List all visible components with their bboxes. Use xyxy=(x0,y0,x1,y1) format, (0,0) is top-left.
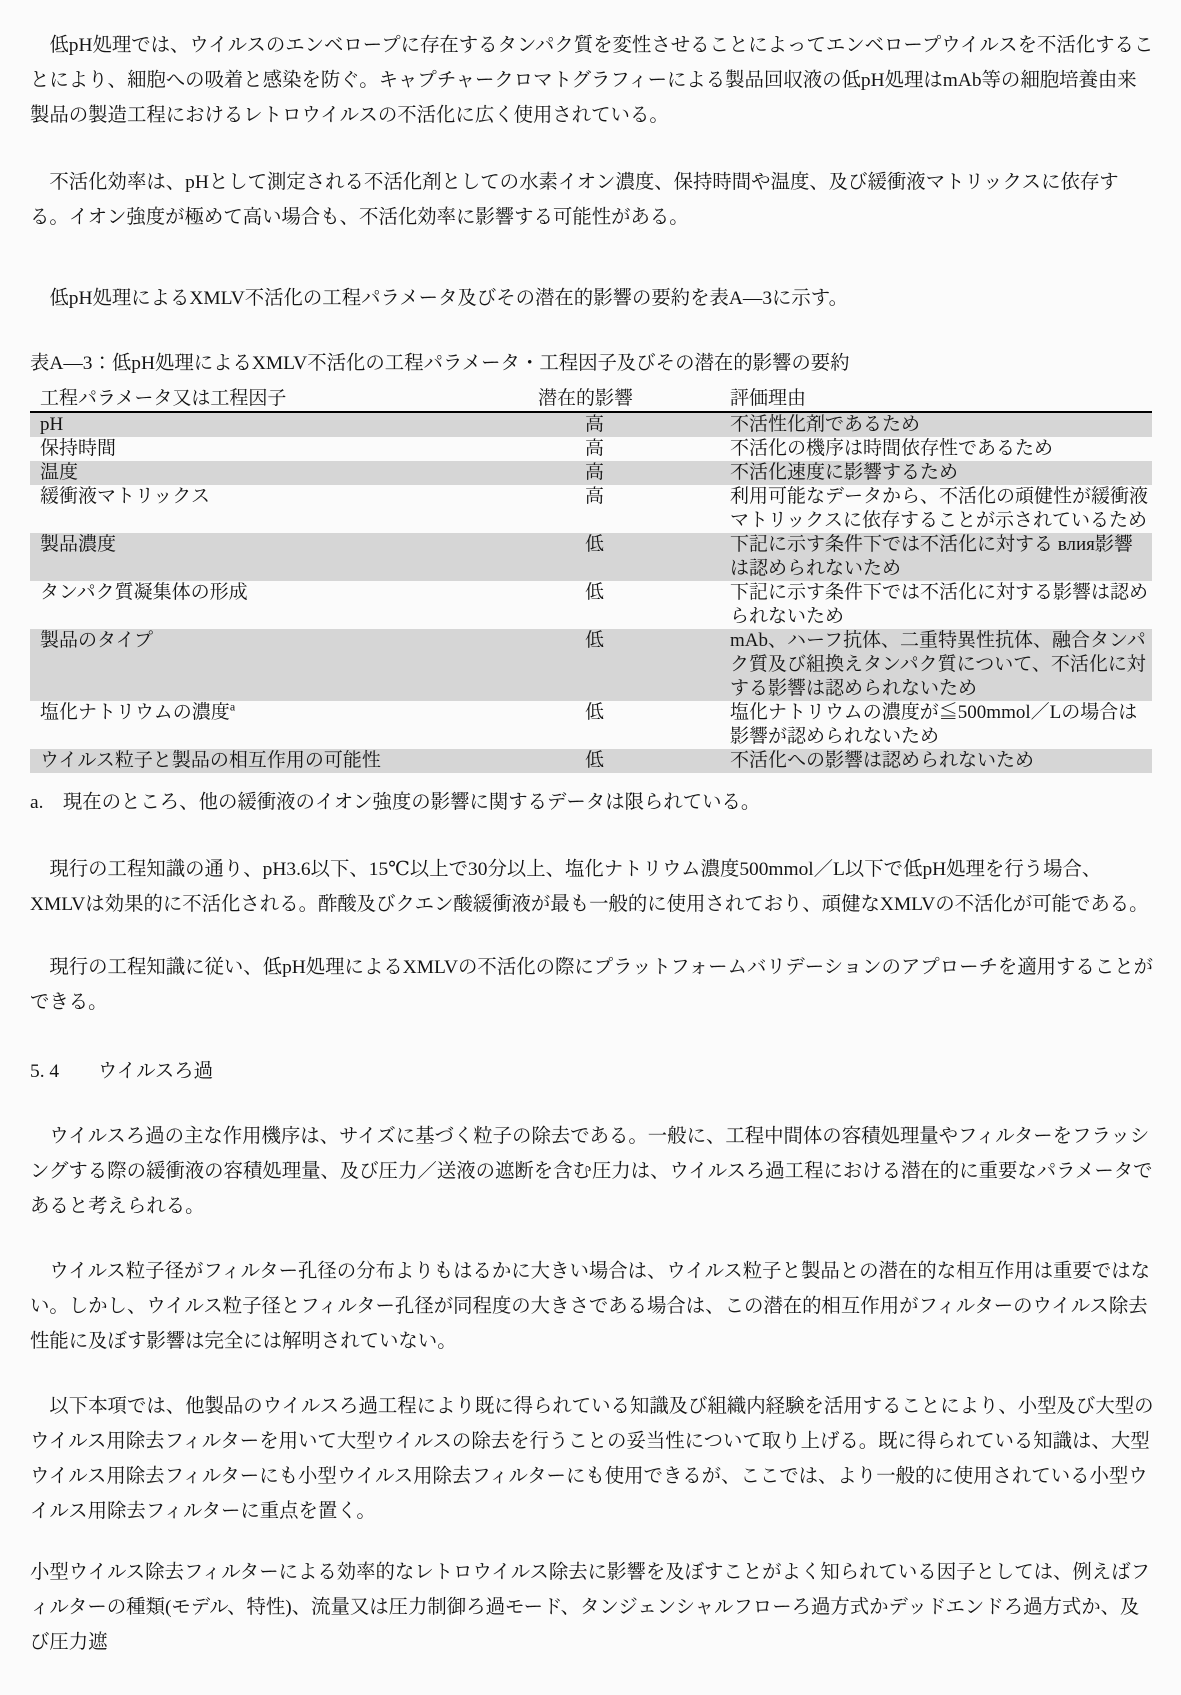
cell-evaluation-rationale: 不活化への影響は認められないため xyxy=(730,750,1035,771)
table-row xyxy=(30,437,1152,461)
cell-potential-impact: 高 xyxy=(585,414,605,435)
cell-potential-impact: 低 xyxy=(585,702,605,723)
paragraph-low-ph-intro: 低pH処理では、ウイルスのエンベロープに存在するタンパク質を変性させることによってエンベロープウイルスを不活化することにより、細胞への吸着と感染を防ぐ。キャプチャークロマトグラフィーによる製品回収液の低pH処理はmAb等の細胞培養由来製品の製造工程におけるレトロウイルスの不活化に広く使用されている。 xyxy=(30,35,1154,126)
paragraph-platform-validation: 現行の工程知識に従い、低pH処理によるXMLVの不活化の際にプラットフォームバリデーションのアプローチを適用することができる。 xyxy=(30,957,1153,1013)
table-row xyxy=(30,485,1152,533)
cell-potential-impact: 高 xyxy=(585,462,605,483)
cell-parameter: 製品のタイプ xyxy=(40,630,154,651)
cell-evaluation-rationale: 塩化ナトリウムの濃度が≦500mmol／Lの場合は影響が認められないため xyxy=(730,702,1138,747)
cell-parameter: 温度 xyxy=(40,462,79,483)
table-row xyxy=(30,461,1152,485)
paragraph-prior-knowledge-filters: 以下本項では、他製品のウイルスろ過工程により既に得られている知識及び組織内経験を活用することにより、小型及び大型のウイルス用除去フィルターを用いて大型ウイルスの除去を行うことの妥当性について取り上げる。既に得られている知識は、大型ウイルス用除去フィルターにも小型ウイルス用除去フィルターにも使用できるが、ここでは、より一般的に使用されている小型ウイルス用除去フィルターに重点を置く。 xyxy=(30,1396,1154,1522)
cell-parameter: 保持時間 xyxy=(40,438,117,459)
cell-evaluation-rationale: 下記に示す条件下では不活化に対する影響は認められないため xyxy=(730,582,1149,627)
paragraph-particle-size-interaction: ウイルス粒子径がフィルター孔径の分布よりもはるかに大きい場合は、ウイルス粒子と製品との潜在的な相互作用は重要ではない。しかし、ウイルス粒子径とフィルター孔径が同程度の大きさである場合は、この潜在的相互作用がフィルターのウイルス除去性能に及ぼす影響は完全には解明されていない。 xyxy=(30,1261,1150,1352)
cell-parameter: タンパク質凝集体の形成 xyxy=(40,582,248,603)
cell-potential-impact: 高 xyxy=(585,438,605,459)
table-header-row xyxy=(30,387,1152,412)
cell-potential-impact: 低 xyxy=(585,750,605,771)
table-row xyxy=(30,581,1152,629)
section-heading-virus-filtration: 5. 4 ウイルスろ過 xyxy=(30,1061,214,1082)
paragraph-known-factors: 小型ウイルス除去フィルターによる効率的なレトロウイルス除去に影響を及ぼすことがよく知られている因子としては、例えばフィルターの種類(モデル、特性)、流量又は圧力制御ろ過モード、タンジェンシャルフローろ過方式かデッドエンドろ過方式か、及び圧力遮 xyxy=(30,1562,1150,1653)
table-row xyxy=(30,749,1152,773)
footnote-marker: a xyxy=(229,699,236,714)
table-row xyxy=(30,701,1152,749)
table-footnote: a. 現在のところ、他の緩衝液のイオン強度の影響に関するデータは限られている。 xyxy=(30,792,761,813)
col-header-evaluation-rationale: 評価理由 xyxy=(730,387,1152,412)
table-body xyxy=(30,412,1152,773)
table-row xyxy=(30,412,1152,437)
process-parameters-table xyxy=(30,387,1152,773)
paragraph-filtration-mechanism: ウイルスろ過の主な作用機序は、サイズに基づく粒子の除去である。一般に、工程中間体の容積処理量やフィルターをフラッシングする際の緩衝液の容積処理量、及び圧力／送液の遮断を含む圧力は、ウイルスろ過工程における潜在的に重要なパラメータであると考えられる。 xyxy=(30,1126,1153,1217)
cell-evaluation-rationale: 不活性化剤であるため xyxy=(730,414,921,435)
cell-potential-impact: 高 xyxy=(585,486,605,507)
cell-evaluation-rationale: 不活化速度に影響するため xyxy=(730,462,959,483)
paragraph-table-reference: 低pH処理によるXMLV不活化の工程パラメータ及びその潜在的影響の要約を表A―3に示す。 xyxy=(49,288,849,309)
paragraph-inactivation-efficiency: 不活化効率は、pHとして測定される不活化剤としての水素イオン濃度、保持時間や温度、及び緩衝液マトリックスに依存する。イオン強度が極めて高い場合も、不活化効率に影響する可能性がある。 xyxy=(30,172,1119,228)
cell-parameter: 緩衝液マトリックス xyxy=(40,486,211,507)
cell-evaluation-rationale: mAb、ハーフ抗体、二重特異性抗体、融合タンパク質及び組換えタンパク質について、不活化に対する影響は認められないため xyxy=(730,630,1146,699)
col-header-potential-impact: 潜在的影響 xyxy=(538,387,730,412)
col-header-parameter: 工程パラメータ又は工程因子 xyxy=(30,387,538,412)
cell-potential-impact: 低 xyxy=(585,630,605,651)
cell-parameter: pH xyxy=(40,414,64,435)
cell-evaluation-rationale: 不活化の機序は時間依存性であるため xyxy=(730,438,1054,459)
table-row xyxy=(30,533,1152,581)
cell-potential-impact: 低 xyxy=(585,534,605,555)
cell-evaluation-rationale: 下記に示す条件下では不活化に対する влия影響は認められないため xyxy=(730,534,1133,579)
table-title: 表A―3：低pH処理によるXMLV不活化の工程パラメータ・工程因子及びその潜在的影響の要約 xyxy=(30,353,850,374)
cell-parameter: 塩化ナトリウムの濃度$^a$ xyxy=(40,699,236,723)
cell-potential-impact: 低 xyxy=(585,582,605,603)
paragraph-current-process-knowledge: 現行の工程知識の通り、pH3.6以下、15℃以上で30分以上、塩化ナトリウム濃度500mmol／L以下で低pH処理を行う場合、XMLVは効果的に不活化される。酢酸及びクエン酸緩衝液が最も一般的に使用されており、頑健なXMLVの不活化が可能である。 xyxy=(30,859,1149,915)
cell-parameter: ウイルス粒子と製品の相互作用の可能性 xyxy=(40,750,381,771)
cell-parameter: 製品濃度 xyxy=(40,534,117,555)
table-row xyxy=(30,629,1152,701)
cell-evaluation-rationale: 利用可能なデータから、不活化の頑健性が緩衝液マトリックスに依存することが示されているため xyxy=(730,486,1149,531)
